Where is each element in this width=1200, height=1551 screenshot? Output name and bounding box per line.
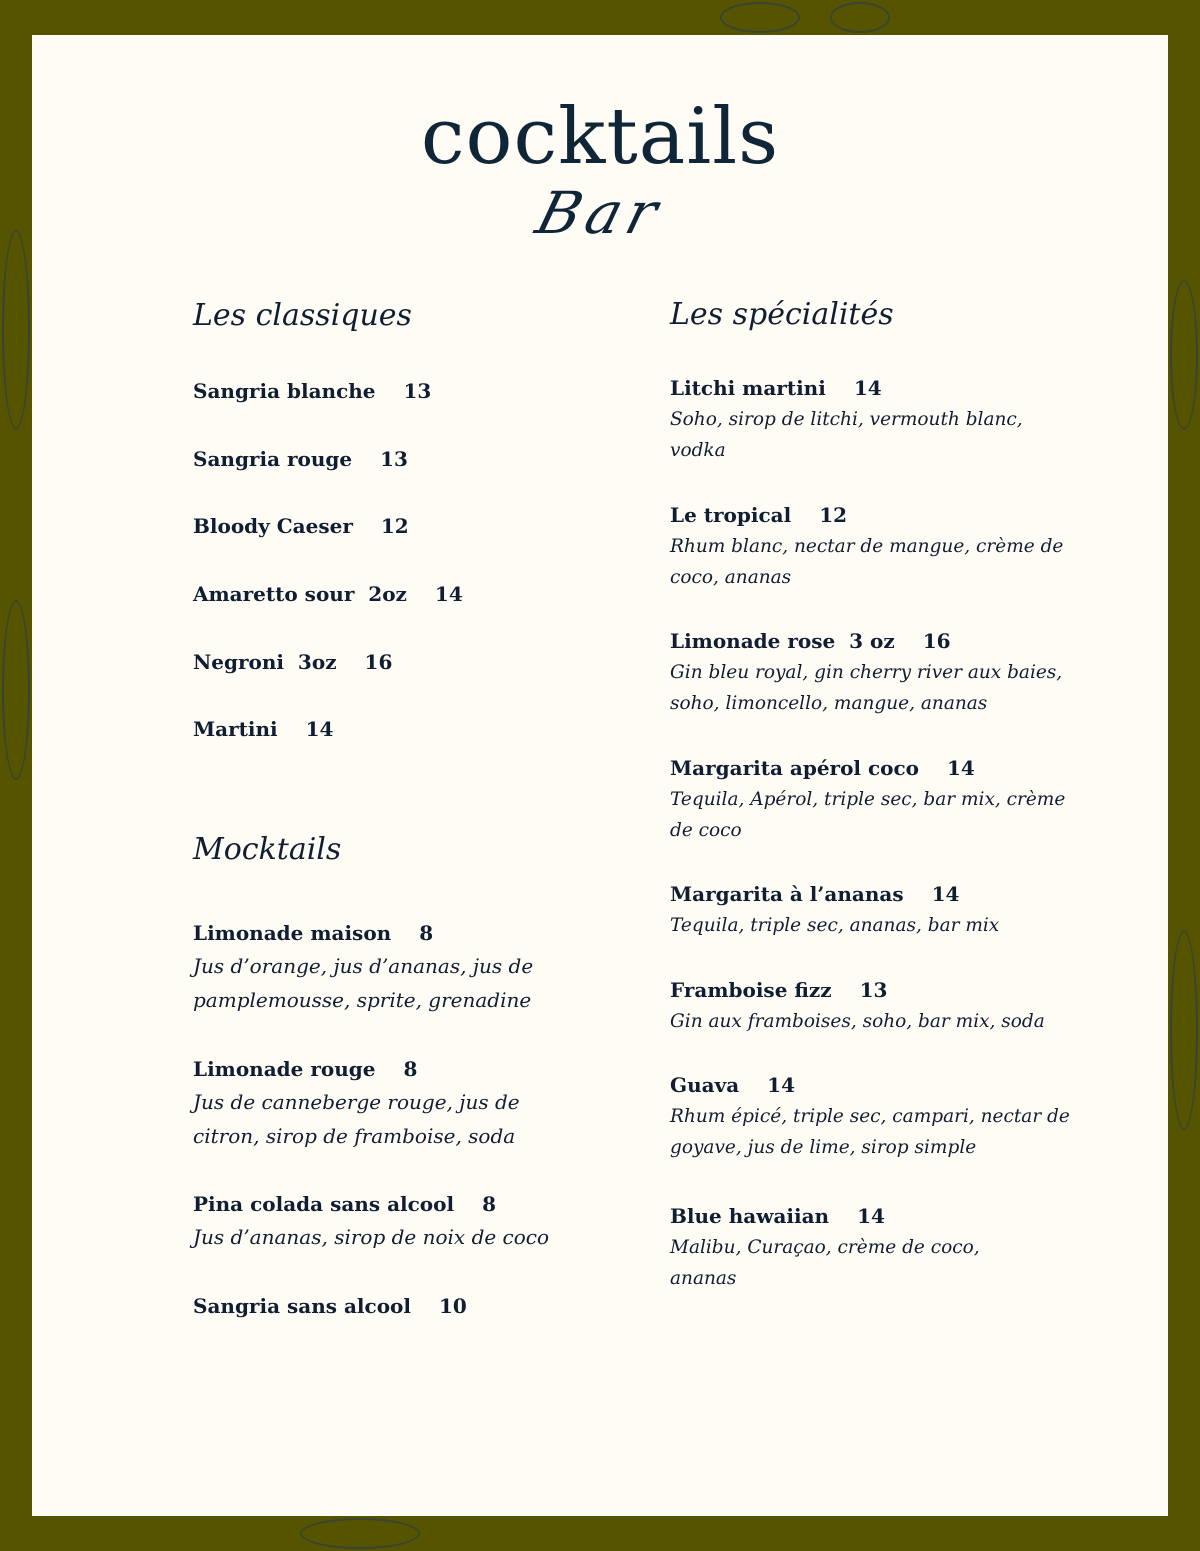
item-name: Limonade maison bbox=[193, 921, 392, 945]
menu-item bbox=[670, 376, 1090, 466]
item-description: Jus de canneberge rouge, jus de bbox=[193, 1090, 520, 1114]
menu-item-row bbox=[193, 717, 613, 741]
item-name: Limonade rose 3 oz bbox=[670, 629, 895, 653]
floral-decoration bbox=[2, 230, 30, 430]
menu-item bbox=[193, 379, 613, 403]
item-name: Sangria sans alcool bbox=[193, 1294, 411, 1318]
item-description: Soho, sirop de litchi, vermouth blanc, bbox=[670, 409, 1023, 430]
item-name: Sangria blanche bbox=[193, 379, 376, 403]
item-price: 14 bbox=[434, 582, 463, 606]
item-description: Jus d’ananas, sirop de noix de coco bbox=[193, 1225, 550, 1249]
menu-item bbox=[670, 629, 1090, 719]
item-name: Framboise fizz bbox=[670, 978, 832, 1002]
menu-item-row bbox=[193, 514, 613, 538]
menu-item bbox=[670, 978, 1090, 1037]
menu-item bbox=[670, 882, 1090, 941]
menu-item-row bbox=[193, 379, 613, 403]
menu-item-row bbox=[193, 447, 613, 471]
menu-item-row bbox=[670, 503, 1090, 527]
item-name: Guava bbox=[670, 1073, 740, 1097]
item-name: Limonade rouge bbox=[193, 1057, 376, 1081]
menu-item-row bbox=[670, 376, 1090, 400]
item-name: Sangria rouge bbox=[193, 447, 353, 471]
menu-item bbox=[670, 1204, 1090, 1294]
item-description: goyave, jus de lime, sirop simple bbox=[670, 1137, 977, 1158]
item-description: pamplemousse, sprite, grenadine bbox=[193, 988, 532, 1012]
item-price: 14 bbox=[947, 756, 975, 780]
section-heading-specialites: Les spécialités bbox=[670, 297, 894, 332]
menu-subtitle: Bar bbox=[529, 179, 671, 247]
menu-item bbox=[193, 447, 613, 471]
item-description: vodka bbox=[670, 440, 726, 461]
item-price: 16 bbox=[922, 629, 951, 653]
floral-decoration bbox=[2, 600, 30, 780]
menu-item-row bbox=[670, 629, 1090, 653]
menu-item-row bbox=[193, 650, 613, 674]
item-name: Amaretto sour 2oz bbox=[193, 582, 407, 606]
item-description: Gin bleu royal, gin cherry river aux baies, bbox=[670, 662, 1063, 683]
section-heading-classiques: Les classiques bbox=[193, 298, 412, 333]
item-price: 12 bbox=[819, 503, 848, 527]
item-name: Litchi martini bbox=[670, 376, 826, 400]
menu-item-row bbox=[193, 921, 613, 945]
item-price: 14 bbox=[931, 882, 960, 906]
item-description: coco, ananas bbox=[670, 567, 792, 588]
item-name: Margarita apérol coco bbox=[670, 756, 920, 780]
menu-item-row bbox=[670, 1073, 1090, 1097]
menu-item-row bbox=[193, 582, 613, 606]
section-heading-mocktails: Mocktails bbox=[193, 832, 342, 867]
floral-decoration bbox=[830, 2, 890, 33]
item-price: 13 bbox=[403, 379, 432, 403]
menu-item-row bbox=[193, 1057, 613, 1081]
menu-item-row bbox=[193, 1294, 613, 1318]
item-price: 10 bbox=[438, 1294, 467, 1318]
item-price: 13 bbox=[380, 447, 408, 471]
menu-item bbox=[670, 1073, 1090, 1163]
item-description: Malibu, Curaçao, crème de coco, bbox=[670, 1237, 980, 1258]
menu-item-row bbox=[670, 756, 1090, 780]
item-name: Negroni 3oz bbox=[193, 650, 337, 674]
item-price: 16 bbox=[364, 650, 393, 674]
menu-item bbox=[193, 514, 613, 538]
menu-item bbox=[193, 582, 613, 606]
item-description: ananas bbox=[670, 1268, 737, 1289]
item-description: Gin aux framboises, soho, bar mix, soda bbox=[670, 1011, 1045, 1032]
menu-item bbox=[193, 717, 613, 741]
item-price: 14 bbox=[305, 717, 334, 741]
item-description: soho, limoncello, mangue, ananas bbox=[670, 693, 988, 714]
floral-decoration bbox=[1170, 280, 1198, 430]
item-price: 8 bbox=[419, 921, 434, 945]
floral-decoration bbox=[1170, 930, 1198, 1130]
item-price: 8 bbox=[403, 1057, 418, 1081]
item-description: Tequila, Apérol, triple sec, bar mix, crème bbox=[670, 789, 1066, 810]
menu-item bbox=[670, 756, 1090, 846]
menu-item bbox=[193, 650, 613, 674]
menu-item bbox=[193, 1192, 613, 1254]
item-price: 14 bbox=[857, 1204, 885, 1228]
menu-title: cocktails bbox=[420, 92, 780, 182]
item-name: Pina colada sans alcool bbox=[193, 1192, 455, 1216]
item-name: Blue hawaiian bbox=[670, 1204, 830, 1228]
item-price: 13 bbox=[859, 978, 888, 1002]
menu-item-row bbox=[670, 882, 1090, 906]
item-description: Tequila, triple sec, ananas, bar mix bbox=[670, 915, 1000, 936]
menu-item-row bbox=[193, 1192, 613, 1216]
item-price: 12 bbox=[380, 514, 409, 538]
menu-item bbox=[193, 921, 613, 1017]
item-description: Rhum blanc, nectar de mangue, crème de bbox=[670, 536, 1064, 557]
menu-item bbox=[193, 1294, 613, 1318]
menu-item-row bbox=[670, 978, 1090, 1002]
floral-decoration bbox=[720, 2, 800, 33]
item-name: Bloody Caeser bbox=[193, 514, 353, 538]
menu-item bbox=[193, 1057, 613, 1153]
item-description: citron, sirop de framboise, soda bbox=[193, 1124, 516, 1148]
item-price: 14 bbox=[853, 376, 882, 400]
menu-item bbox=[670, 503, 1090, 593]
item-description: de coco bbox=[670, 820, 742, 841]
floral-decoration bbox=[300, 1518, 420, 1549]
item-name: Margarita à l’ananas bbox=[670, 882, 904, 906]
item-description: Jus d’orange, jus d’ananas, jus de bbox=[193, 954, 534, 978]
item-name: Martini bbox=[193, 717, 278, 741]
item-name: Le tropical bbox=[670, 503, 792, 527]
item-price: 14 bbox=[767, 1073, 796, 1097]
item-description: Rhum épicé, triple sec, campari, nectar de bbox=[670, 1106, 1070, 1127]
item-price: 8 bbox=[482, 1192, 496, 1216]
menu-item-row bbox=[670, 1204, 1090, 1228]
